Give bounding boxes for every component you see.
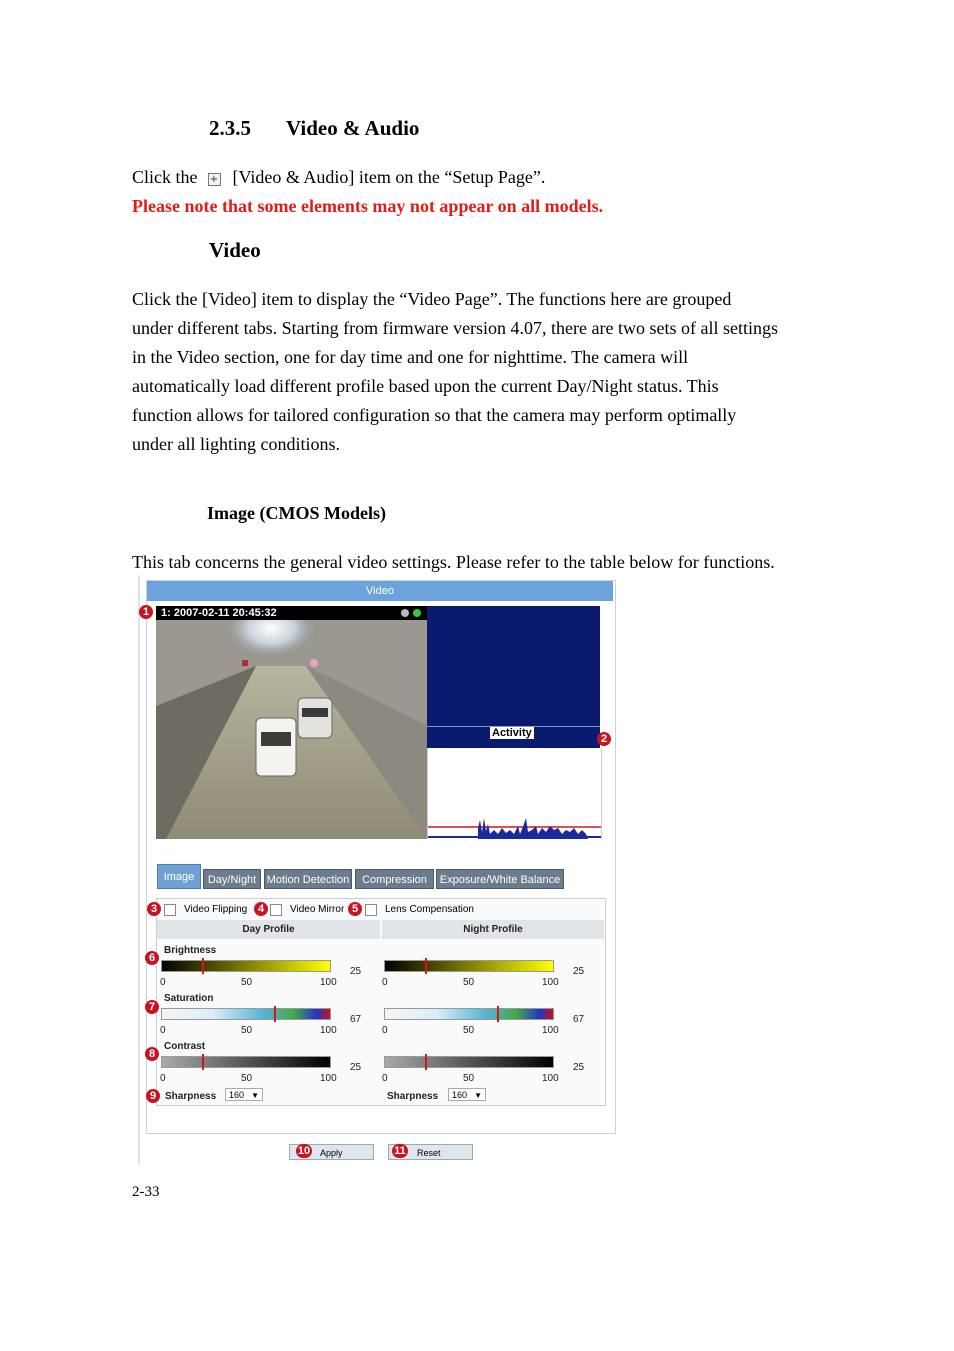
dropdown-arrow-icon: ▼ (251, 1091, 259, 1100)
day-saturation-slider[interactable] (161, 1008, 331, 1020)
model-note: Please note that some elements may not appear on all models. (132, 196, 604, 216)
frame-edge (138, 575, 140, 1165)
night-brightness-handle[interactable] (425, 958, 427, 974)
scale-100: 100 (542, 977, 559, 988)
scale-0: 0 (160, 1025, 166, 1036)
description-paragraph (132, 285, 778, 459)
video-mirror-label: Video Mirror (290, 904, 345, 915)
callout-badge: 2 (597, 732, 611, 746)
callout-badge: 5 (348, 902, 362, 916)
scale-50: 50 (241, 1073, 253, 1084)
scale-0: 0 (382, 1025, 388, 1036)
scale-0: 0 (382, 1073, 388, 1084)
day-profile-header: Day Profile (157, 920, 380, 939)
zoom-in-icon[interactable] (413, 609, 421, 617)
image-heading: Image (CMOS Models) (207, 503, 386, 523)
reset-button[interactable]: Reset (388, 1144, 473, 1160)
video-heading: Video (209, 238, 261, 262)
activity-histogram (428, 748, 601, 839)
night-profile-header: Night Profile (382, 920, 604, 939)
contrast-label: Contrast (164, 1041, 206, 1052)
paragraph-line: in the Video section, one for day time and one for nighttime. The camera will (132, 347, 689, 367)
scale-50: 50 (241, 1025, 253, 1036)
osd-timestamp: 1: 2007-02-11 20:45:32 (161, 607, 277, 619)
section-title: Video & Audio (286, 116, 420, 140)
video-flipping-label: Video Flipping (184, 904, 248, 915)
night-brightness-slider[interactable] (384, 960, 554, 972)
callout-badge: 1 (139, 605, 153, 619)
day-contrast-slider[interactable] (161, 1056, 331, 1068)
page-number: 2-33 (132, 1184, 160, 1200)
scale-100: 100 (320, 1025, 337, 1036)
day-saturation-handle[interactable] (274, 1006, 276, 1022)
day-sharpness-value: 160 (229, 1090, 245, 1100)
night-contrast-value: 25 (573, 1062, 585, 1073)
tab-intro: This tab concerns the general video settings. Please refer to the table below for functions. (132, 552, 775, 572)
paragraph-line: function allows for tailored configuration so that the camera may perform optimally (132, 405, 737, 425)
scale-0: 0 (160, 1073, 166, 1084)
tab-day-night[interactable]: Day/Night (203, 869, 261, 889)
dropdown-arrow-icon: ▼ (474, 1091, 482, 1100)
night-saturation-value: 67 (573, 1014, 585, 1025)
paragraph-line: under different tabs. Starting from firmware version 4.07, there are two sets of all settings (132, 318, 778, 338)
callout-badge: 11 (392, 1144, 408, 1158)
day-sharpness-select[interactable] (225, 1088, 263, 1101)
paragraph-line: Click the [Video] item to display the “Video Page”. The functions here are grouped (132, 289, 732, 309)
intro-after: [Video & Audio] item on the “Setup Page”. (232, 167, 546, 187)
activity-label: Activity (492, 727, 532, 739)
scale-50: 50 (463, 1073, 475, 1084)
brightness-label: Brightness (164, 945, 217, 956)
day-contrast-value: 25 (350, 1062, 362, 1073)
tunnel-scene (156, 606, 427, 839)
callout-badge: 6 (145, 951, 159, 965)
night-brightness-value: 25 (573, 966, 585, 977)
intro-line (132, 163, 545, 192)
zoom-out-icon[interactable] (401, 609, 409, 617)
callout-badge: 10 (297, 1145, 311, 1157)
night-saturation-handle[interactable] (497, 1006, 499, 1022)
callout-badge: 7 (145, 1000, 159, 1014)
plus-box-icon: + (208, 173, 221, 186)
tab-compression[interactable]: Compression (355, 869, 434, 889)
scale-100: 100 (320, 977, 337, 988)
callout-badge: 3 (147, 902, 161, 916)
night-contrast-handle[interactable] (425, 1054, 427, 1070)
camera-view (156, 606, 427, 839)
lens-compensation-label: Lens Compensation (385, 904, 474, 915)
callout-badge: 9 (146, 1089, 160, 1103)
paragraph-line: under all lighting conditions. (132, 434, 340, 454)
tab-exposure-white-balance[interactable]: Exposure/White Balance (436, 869, 564, 889)
night-saturation-slider[interactable] (384, 1008, 554, 1020)
day-brightness-slider[interactable] (161, 960, 331, 972)
video-mirror-checkbox[interactable] (270, 904, 282, 916)
sharpness-label-night: Sharpness (387, 1091, 439, 1102)
day-contrast-handle[interactable] (202, 1054, 204, 1070)
video-osd (156, 606, 427, 620)
scale-100: 100 (542, 1073, 559, 1084)
intro-before: Click the (132, 167, 198, 187)
saturation-label: Saturation (164, 993, 214, 1004)
night-contrast-slider[interactable] (384, 1056, 554, 1068)
scale-0: 0 (160, 977, 166, 988)
lens-compensation-checkbox[interactable] (365, 904, 377, 916)
callout-badge: 8 (145, 1047, 159, 1061)
scale-50: 50 (241, 977, 253, 988)
day-brightness-value: 25 (350, 966, 362, 977)
sharpness-label-day: Sharpness (165, 1091, 217, 1102)
paragraph-line: automatically load different profile based upon the current Day/Night status. This (132, 376, 719, 396)
scale-100: 100 (542, 1025, 559, 1036)
tab-motion-detection[interactable]: Motion Detection (264, 869, 352, 889)
apply-button[interactable]: Apply (289, 1144, 374, 1160)
section-number: 2.3.5 (209, 116, 251, 140)
night-sharpness-value: 160 (452, 1090, 468, 1100)
tab-image[interactable]: Image (157, 864, 201, 889)
activity-graph (427, 748, 602, 839)
panel-title: Video (147, 581, 613, 601)
scale-50: 50 (463, 1025, 475, 1036)
activity-window (427, 606, 600, 726)
video-flipping-checkbox[interactable] (164, 904, 176, 916)
callout-badge: 4 (254, 902, 268, 916)
day-saturation-value: 67 (350, 1014, 362, 1025)
scale-0: 0 (382, 977, 388, 988)
scale-100: 100 (320, 1073, 337, 1084)
scale-50: 50 (463, 977, 475, 988)
day-brightness-handle[interactable] (202, 958, 204, 974)
night-sharpness-select[interactable] (448, 1088, 486, 1101)
